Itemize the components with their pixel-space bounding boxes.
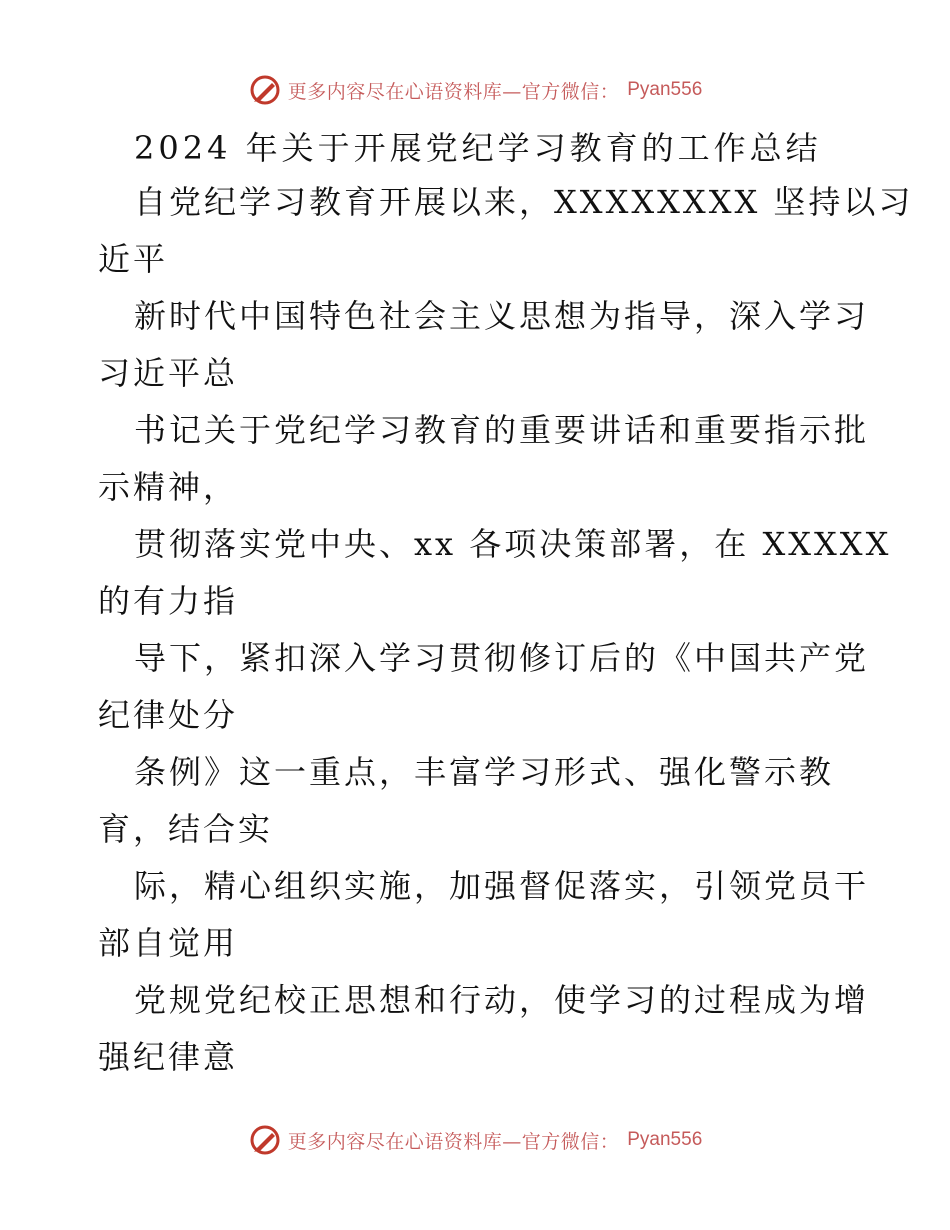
pen-logo-icon (248, 73, 282, 107)
paragraph-line: 导下，紧扣深入学习贯彻修订后的《中国共产党 (134, 639, 870, 677)
paragraph-line: 的有力指 (98, 582, 239, 620)
paragraph-line: 强纪律意 (98, 1038, 239, 1076)
paragraph-line: 育，结合实 (98, 810, 274, 848)
paragraph-line: 自党纪学习教育开展以来，XXXXXXXX 坚持以习 (134, 183, 914, 221)
header-watermark (0, 70, 950, 110)
footer-watermark (0, 1120, 950, 1160)
watermark-wechat-id: Pyan556 (627, 79, 703, 100)
paragraph-line: 部自觉用 (98, 924, 239, 962)
paragraph-line: 近平 (98, 240, 169, 278)
paragraph-line: 习近平总 (98, 354, 239, 392)
paragraph-line: 纪律处分 (98, 696, 239, 734)
watermark-wechat-id: Pyan556 (627, 1129, 703, 1150)
paragraph-line: 贯彻落实党中央、xx 各项决策部署，在 XXXXX (134, 525, 892, 563)
pen-logo-icon (248, 1123, 282, 1157)
paragraph-line: 书记关于党纪学习教育的重要讲话和重要指示批 (134, 411, 870, 449)
paragraph-line: 际，精心组织实施，加强督促落实，引领党员干 (134, 867, 870, 905)
document-body (98, 122, 914, 1086)
paragraph-line: 新时代中国特色社会主义思想为指导，深入学习 (134, 297, 870, 335)
watermark-text: 更多内容尽在心语资料库—官方微信： (287, 1130, 620, 1153)
paragraph-line: 示精神， (98, 468, 239, 506)
paragraph-line: 条例》这一重点，丰富学习形式、强化警示教 (134, 753, 835, 791)
document-title: 2024 年关于开展党纪学习教育的工作总结 (134, 129, 822, 167)
watermark-text: 更多内容尽在心语资料库—官方微信： (287, 80, 620, 103)
paragraph-line: 党规党纪校正思想和行动，使学习的过程成为增 (134, 981, 870, 1019)
